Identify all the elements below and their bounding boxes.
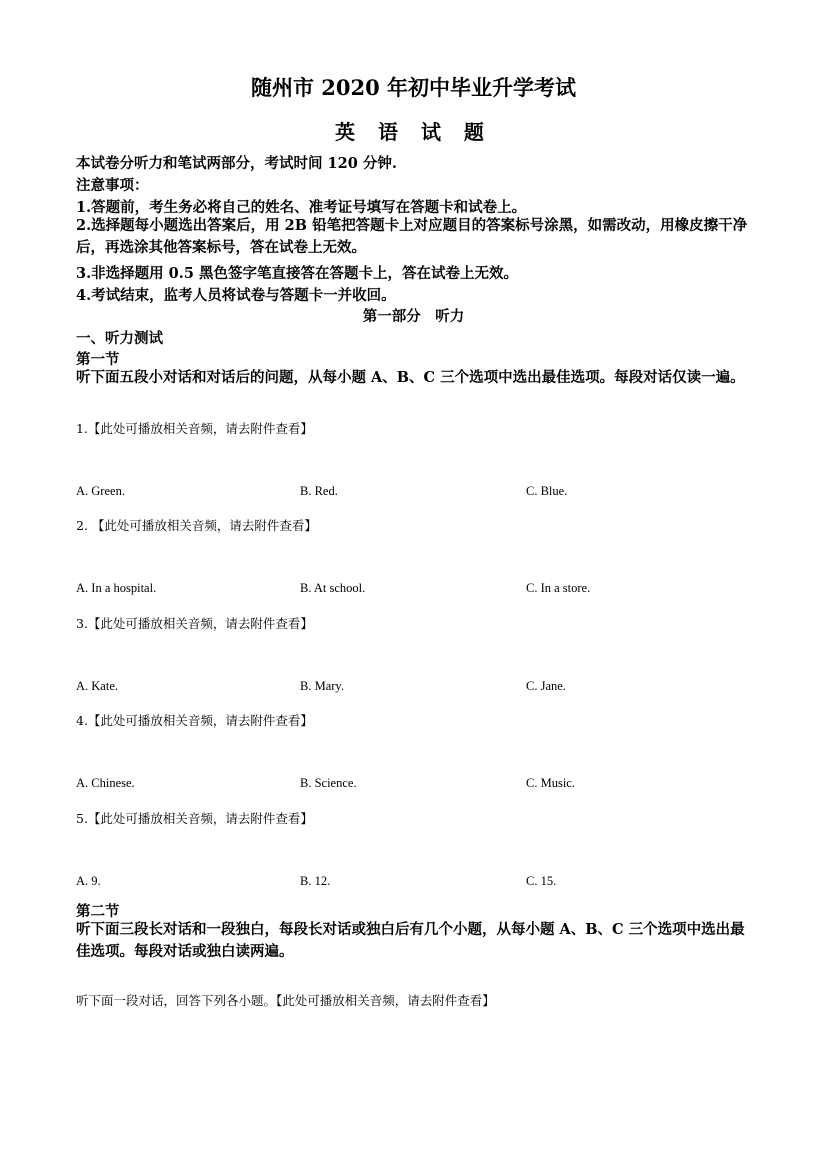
question-5-option-a[interactable]: A. 9. <box>76 874 101 888</box>
question-1-prompt[interactable]: 1.【此处可播放相关音频，请去附件查看】 <box>76 421 313 436</box>
question-3-prompt[interactable]: 3.【此处可播放相关音频，请去附件查看】 <box>76 616 313 631</box>
sec1-instructions: 听下面五段小对话和对话后的问题，从每小题 A、B、C 三个选项中选出最佳选项。每段对话仅读一遍。 <box>76 369 745 386</box>
question-2-option-b[interactable]: B. At school. <box>300 581 366 595</box>
exam-subtitle: 英 语 试 题 <box>335 120 492 144</box>
question-1-option-a[interactable]: A. Green. <box>76 484 125 498</box>
note-4: 4.考试结束，监考人员将试卷与答题卡一并收回。 <box>76 287 396 304</box>
notes-heading: 注意事项： <box>76 177 149 194</box>
question-1-option-b[interactable]: B. Red. <box>300 484 338 498</box>
note-1: 1.答题前，考生务必将自己的姓名、准考证号填写在答题卡和试卷上。 <box>76 199 527 216</box>
section-title: 一、听力测试 <box>76 330 163 347</box>
exam-title: 随州市 2020 年初中毕业升学考试 <box>250 75 577 100</box>
question-2-option-a[interactable]: A. In a hospital. <box>76 581 157 595</box>
question-3-option-a[interactable]: A. Kate. <box>76 679 118 693</box>
question-2-option-c[interactable]: C. In a store. <box>526 581 591 595</box>
question-4-option-b[interactable]: B. Science. <box>300 776 357 790</box>
sec1-title: 第一节 <box>76 351 120 368</box>
note-3: 3.非选择题用 0.5 黑色签字笔直接答在答题卡上，答在试卷上无效。 <box>76 265 518 282</box>
question-5-option-b[interactable]: B. 12. <box>300 874 331 888</box>
question-5-option-c[interactable]: C. 15. <box>526 874 557 888</box>
question-4-prompt[interactable]: 4.【此处可播放相关音频，请去附件查看】 <box>76 713 313 728</box>
note-2: 2.选择题每小题选出答案后，用 2B 铅笔把答题卡上对应题目的答案标号涂黑，如需改动，用橡皮擦干净后，再选涂其他答案标号，答在试卷上无效。 <box>76 217 748 256</box>
question-2-prompt[interactable]: 2. 【此处可播放相关音频，请去附件查看】 <box>76 518 317 533</box>
sec2-prompt[interactable]: 听下面一段对话，回答下列各小题。【此处可播放相关音频，请去附件查看】 <box>76 993 495 1008</box>
exam-duration: 本试卷分听力和笔试两部分，考试时间 120 分钟. <box>76 155 397 172</box>
question-5-prompt[interactable]: 5.【此处可播放相关音频，请去附件查看】 <box>76 811 313 826</box>
sec2-title: 第二节 <box>76 903 120 920</box>
question-4-option-a[interactable]: A. Chinese. <box>76 776 135 790</box>
question-3-option-c[interactable]: C. Jane. <box>526 679 566 693</box>
sec2-instructions: 听下面三段长对话和一段独白，每段长对话或独白后有几个小题，从每小题 A、B、C 三个选项中选出最佳选项。每段对话或独白读两遍。 <box>76 921 745 960</box>
question-1-option-c[interactable]: C. Blue. <box>526 484 568 498</box>
question-4-option-c[interactable]: C. Music. <box>526 776 575 790</box>
part-title: 第一部分 听力 <box>362 308 465 325</box>
question-3-option-b[interactable]: B. Mary. <box>300 679 344 693</box>
